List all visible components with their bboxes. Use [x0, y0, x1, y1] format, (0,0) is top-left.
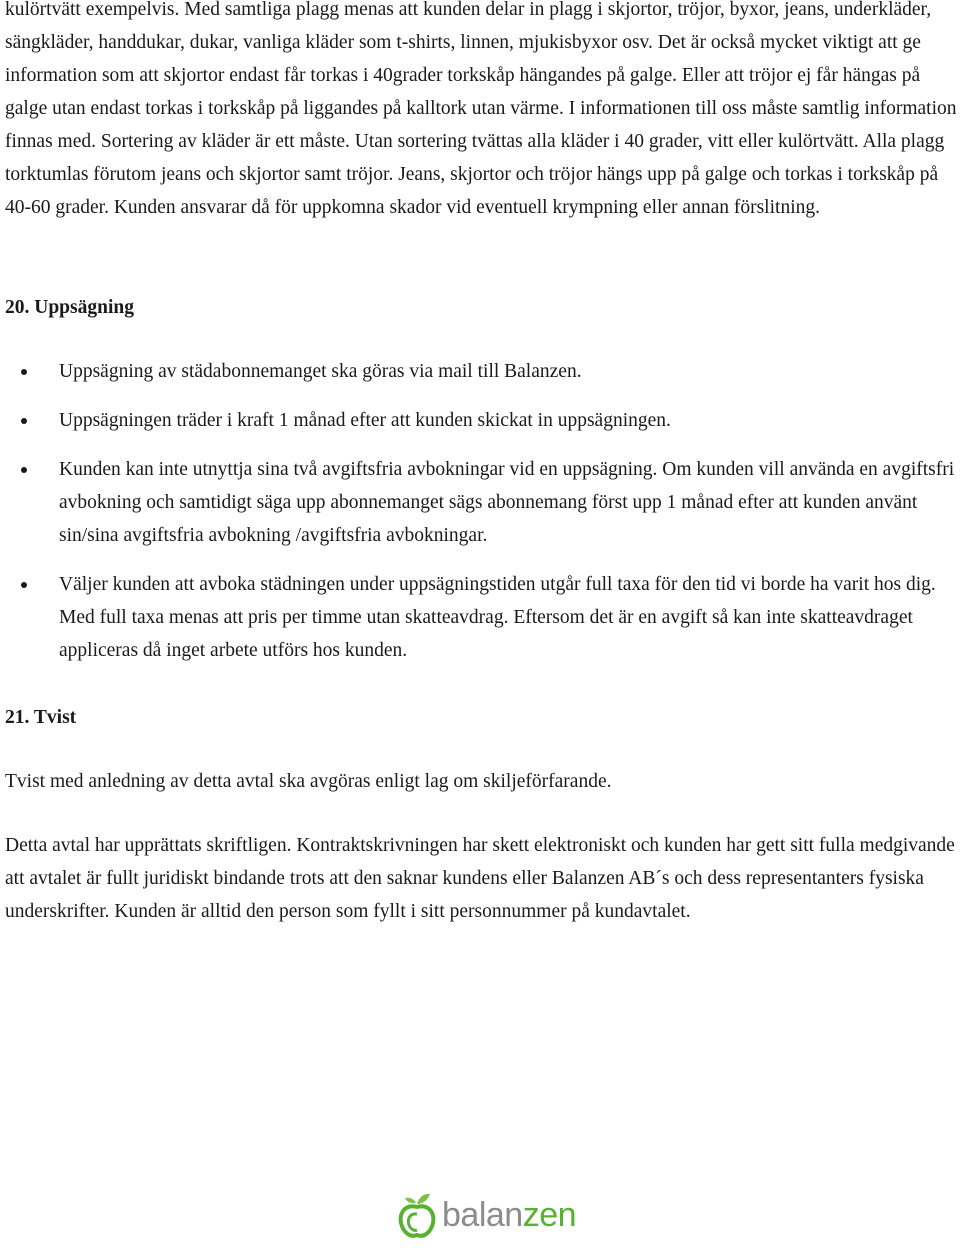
balanzen-logo: [398, 1190, 576, 1240]
bullet-icon: [21, 467, 27, 473]
section-20-heading: 20. Uppsägning: [5, 297, 134, 318]
apple-leaf-icon: [398, 1190, 436, 1240]
list-item: [0, 568, 955, 667]
intro-paragraph: kulörtvätt exempelvis. Med samtliga plagg menas att kunden delar in plagg i skjortor, tröjor, byxor, jeans, underkläder, sängkläder, handdukar, dukar, vanliga kläder som t-shirts, linnen, mjukisbyxor osv. Det är också mycket viktigt att ge information som att skjortor endast får torkas i 40grader torkskåp hängandes på galge. Eller att tröjor ej får hängas på galge utan endast torkas i torkskåp på liggandes på kalltork utan värme. I informationen till oss måste samtlig information finnas med. Sortering av kläder är ett måste. Utan sortering tvättas alla kläder i 40 grader, vitt eller kulörtvätt. Alla plagg torktumlas förutom jeans och skjortor samt tröjor. Jeans, skjortor och tröjor hängs upp på galge och torkas i torkskåp på 40-60 grader. Kunden ansvarar då för uppkomna skador vid eventuell krympning eller annan förslitning.: [5, 0, 957, 218]
bullet-text: Kunden kan inte utnyttja sina två avgiftsfria avbokningar vid en uppsägning. Om kunden vill använda en avgiftsfri avbokning och samtidigt säga upp abonnemanget sägs abonnemang först upp 1 månad efter att kunden använt sin/sina avgiftsfria avbokning /avgiftsfria avbokningar.: [59, 459, 955, 546]
bullet-text: Uppsägning av städabonnemanget ska göras via mail till Balanzen.: [59, 361, 582, 382]
agreement-paragraph: Detta avtal har upprättats skriftligen. Kontraktskrivningen har skett elektroniskt och kunden har gett sitt fulla medgivande att avtalet är fullt juridiskt bindande trots att den saknar kundens eller Balanzen AB´s och dess representanters fysiska underskrifter. Kunden är alltid den person som fyllt i sitt personnummer på kundavtalet.: [5, 835, 955, 922]
list-item: [0, 453, 955, 552]
bullet-text: Uppsägningen träder i kraft 1 månad efter att kunden skickat in uppsägningen.: [59, 410, 671, 431]
termination-bullet-list: [0, 355, 955, 683]
bullet-icon: [21, 418, 27, 424]
bullet-icon: [21, 582, 27, 588]
bullet-text: Väljer kunden att avboka städningen under uppsägningstiden utgår full taxa för den tid vi borde ha varit hos dig. Med full taxa menas att pris per timme utan skatteavdrag. Eftersom det är en avgift så kan inte skatteavdraget appliceras då inget arbete utförs hos kunden.: [59, 574, 936, 661]
logo-wordmark-part1: balan: [442, 1196, 523, 1234]
logo-wordmark: [442, 1195, 576, 1235]
dispute-paragraph: Tvist med anledning av detta avtal ska avgöras enligt lag om skiljeförfarande.: [5, 771, 612, 792]
list-item: [0, 355, 955, 388]
list-item: [0, 404, 955, 437]
section-21-heading: 21. Tvist: [5, 707, 77, 728]
logo-wordmark-part2: zen: [522, 1196, 577, 1234]
bullet-icon: [21, 369, 27, 375]
